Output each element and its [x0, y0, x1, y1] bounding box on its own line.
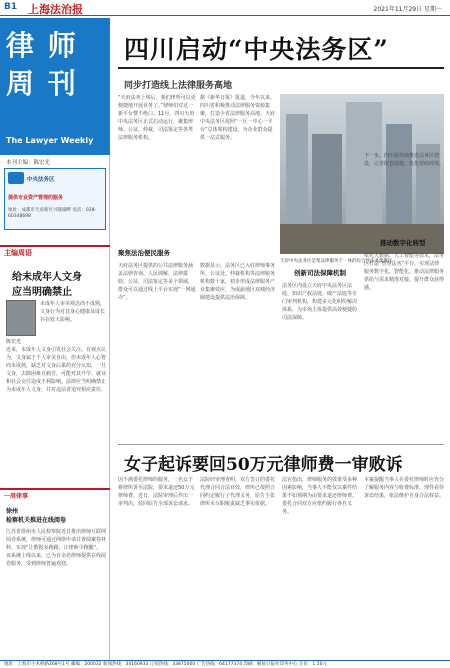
article-column-4: 下一步，四川将持续推进法务区建设，完善配套设施，优化营商环境。 [364, 153, 444, 167]
masthead-title-line2: 周 刊 [6, 67, 78, 100]
opinion-body: 近来，未成年人文身引发社会关注。有观点认为，文身属于个人审美自由，但未成年人心智尚未成熟，缺乏对文身后果的充分认知，一旦文身，去除困难且痛苦，可能对其升学、就业和社会交往造成不利影响。法律应当明确禁止为未成年人文身，并对违法者追究相应责任。 [6, 347, 106, 393]
brief-title: 检察机关推进在线阅卷 [6, 517, 67, 524]
opinion-title-line2: 应当明确禁止 [12, 287, 72, 298]
main-subhead: 同步打造线上法律服务高地 [124, 81, 233, 91]
author-photo [6, 300, 36, 336]
second-article-rule [118, 444, 444, 445]
second-column-1: 因不满委托律师的服务，一名女子将律所诉至法院，要求退还50万元律师费。近日，法院审理后作出一审判决，驳回原告全部诉讼请求。 [118, 477, 195, 507]
opinion-lead: 未成年人审美观念尚不成熟，文身行为对其身心健康及成长存在较大影响。 [40, 301, 106, 323]
subhead-3: 推动数字化转型 [380, 239, 426, 247]
masthead-title-line1: 律 师 [6, 29, 78, 62]
second-column-3: 法官指出，律师服务的效果受多种因素影响，当事人不能仅以案件结果不如预期为由要求退还律师费。委托合同双方应依约履行各自义务。 [282, 477, 358, 515]
article-column-1b: 天府法务区提供的公共法律服务涵盖法律咨询、人民调解、法律援助、公证、司法鉴定等多个领域，群众可以通过线上平台实现“一网通办”。 [118, 263, 196, 301]
ad-address: 地址：成都市天府新区兴隆湖畔 电话：028-60348698 [8, 208, 97, 219]
second-column-2: 法院经审理查明，双方签订的委托代理合同合法有效，律所已按照合同约定履行了代理义务，原告主张律所未尽职履责缺乏事实依据。 [200, 477, 276, 507]
ad-name: 中央法务区 [27, 177, 55, 183]
article-column-4b: 依托大数据、人工智能等技术，法务区打造“智慧法务”平台，实现法律服务数字化、智能化，推动法律服务供给与需求精准对接，提升群众获得感。 [364, 253, 444, 291]
issue-date: 2021年11月29日 星期一 [373, 6, 442, 13]
headline-rule [118, 67, 444, 69]
article-column-1: “天府法务上线后，我们律所可以更便捷地开展业务了。”律师们对这一新平台赞不绝口。11月，四川天府中央法务区正式启动运行，聚集律师、公证、仲裁、司法鉴定等各类法律服务机构。 [118, 95, 196, 141]
ad-logo-icon [8, 172, 24, 184]
newspaper-name: 上海法治报 [28, 3, 83, 16]
masthead-english-title: The Lawyer Weekly [6, 136, 94, 145]
brief-body: 江苏省徐州市人民检察院近日推出律师互联网阅卷系统，律师可通过网络申请并查阅案卷材料，实现“让数据多跑路、让律师少跑腿”。该系统上线以来，已为百余名律师提供在线阅卷服务，受到律师普遍欢迎。 [6, 529, 106, 567]
brief-section-label: 一周律事 [4, 493, 29, 500]
opinion-section-label: 主编周语 [4, 249, 32, 257]
second-headline: 女子起诉要回50万元律师费一审败诉 [124, 455, 403, 475]
ad-subtitle: 提供专业资产管理的服务 [8, 195, 64, 201]
brief-place: 徐州 [6, 508, 19, 515]
page-number: B1 [4, 2, 18, 12]
subhead-1: 聚焦法治便民服务 [118, 249, 170, 257]
main-headline: 四川启动“中央法务区” [124, 35, 389, 64]
opinion-title-line1: 给未成年人文身 [12, 272, 82, 283]
page-footer: 地址：上海市小木桥路268号1号 邮编：200032 新闻热线：34160933 订阅热线：33875000 广告热线：64177374 印刷：解放日报社印务中心 定价：1.50元 [0, 660, 450, 668]
article-column-2b: 数据显示，法务区已入驻律师事务所、公证处、仲裁机构等法律服务机构数十家，初步形成法律服务产业集聚效应，为成渝地区双城经济圈建设提供法治保障。 [200, 263, 276, 301]
photo-caption: 天府中央法务区是集法律服务于一体的综合性法务集聚区 [280, 259, 393, 264]
opinion-author: 陈宏光 [6, 339, 22, 345]
second-column-4: 本案提醒当事人在委托律师时应充分了解服务内容与收费标准，理性看待诉讼结果，依法维护自身合法权益。 [364, 477, 444, 499]
article-column-2: 据《新华日报》报道，今年以来，四川省积极推动法律服务资源集聚，打造全省法律服务高地。天府中央法务区按照“一区一中心一平台”总体架构建设，为企业群众提供一站式服务。 [200, 95, 276, 141]
editor-credit: 本刊主编：陈宏光 [6, 160, 51, 166]
subhead-2: 创新司法保障机制 [294, 269, 346, 277]
article-column-3b: 法务区内设立天府中央法务区法庭、知识产权法庭、破产法庭等专门审判机构，构建多元化纠纷解决体系，为市场主体提供高效便捷的司法保障。 [282, 283, 358, 321]
